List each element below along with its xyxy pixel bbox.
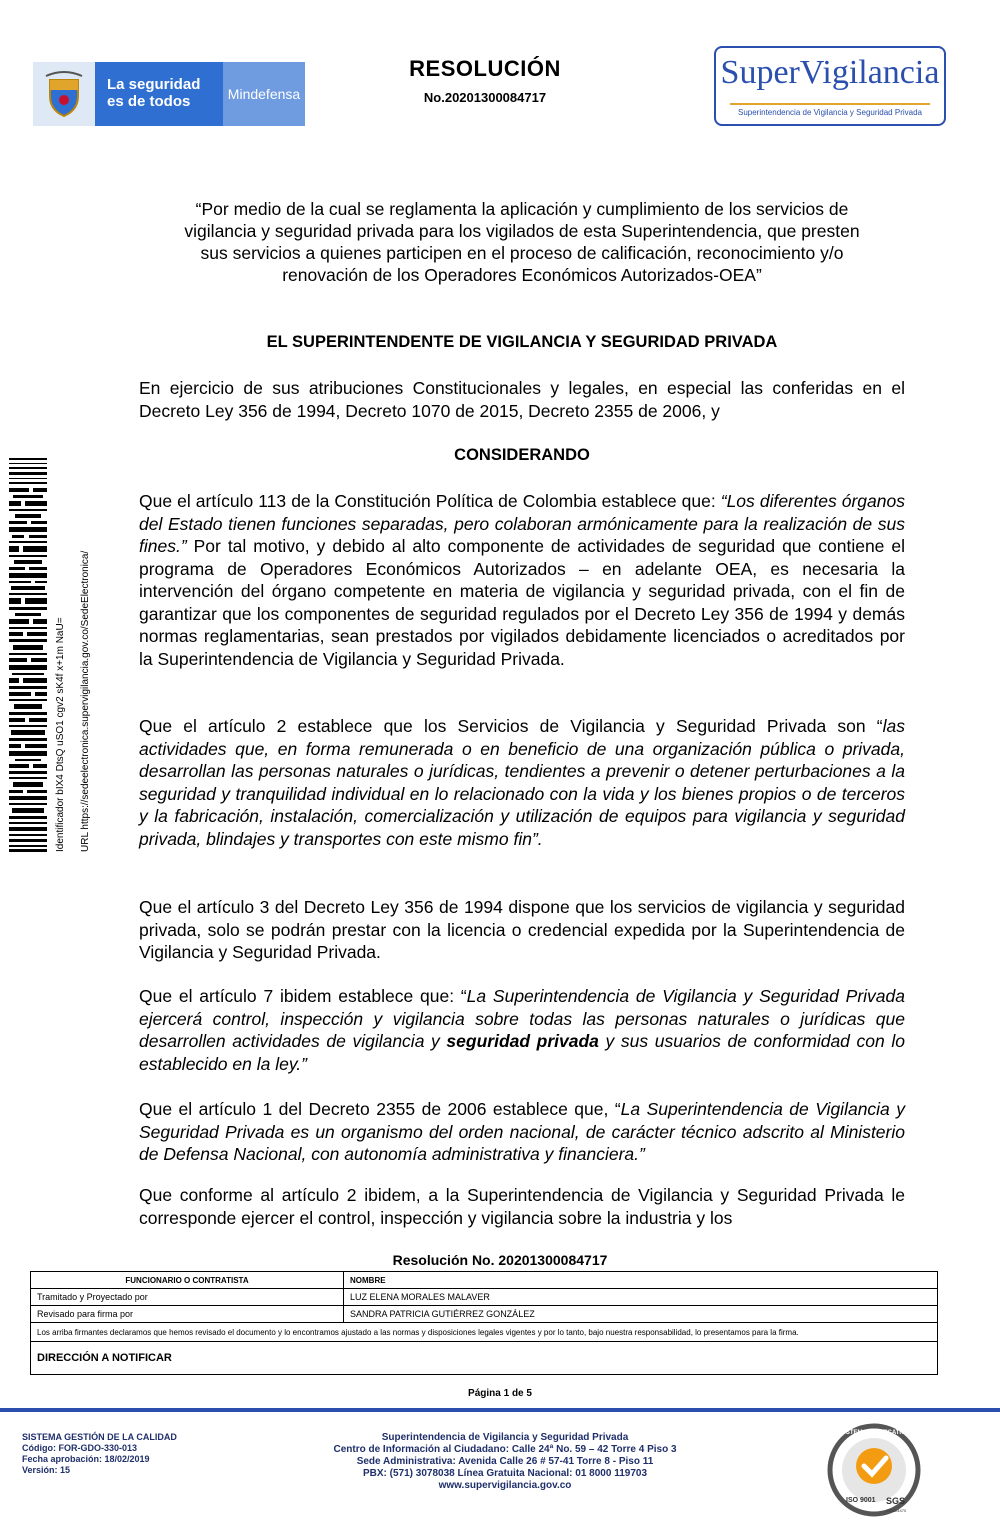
contact-info: Superintendencia de Vigilancia y Seguridad Privada Centro de Información al Ciudadano: Calle 24ª No. 59 – 42 Torre 4 Piso 3 Sede Administrativa: Avenida Calle 26 # 57-41 Torre 8 - Piso 11 PBX: (571) 3078038 Línea Gratuita Nacional: 01 8000 119703 www.supervigilancia.gov.co [290,1432,720,1492]
notify-address: DIRECCIÓN A NOTIFICAR [31,1342,938,1375]
iso-standard-text: ISO 9001 [846,1497,876,1504]
subject-line-3: sus servicios a quienes participen en el proceso de calificación, reconocimiento y/o [200,243,844,263]
col-role-header: FUNCIONARIO O CONTRATISTA [31,1272,344,1289]
page-number: Página 1 de 5 [468,1388,532,1399]
row1-role: Tramitado y Proyectado por [31,1289,344,1306]
powers-paragraph: En ejercicio de sus atribuciones Constitucionales y legales, en especial las conferidas en el Decreto Ley 356 de 1994, Decreto 1070 de 2015, Decreto 2355 de 2006, y [139,378,905,421]
considering-heading: CONSIDERANDO [454,446,590,464]
document-identifier: Identificador bIX4 DtsQ uSO1 cgv2 sK4f x+1m NaU= [55,617,66,852]
iso-code-text: CO11/4470 [886,1508,907,1513]
logo-underline [730,103,930,105]
logo-subtitle: Superintendencia de Vigilancia y Seguridad Privada [738,108,922,117]
paragraph-article-3: Que el artículo 3 del Decreto Ley 356 de 1994 dispone que los servicios de vigilancia y seguridad privada, solo se podrán prestar con la licencia o credencial expedida por la Superintendencia de Vigilancia y Seguridad Privada. [139,897,905,962]
gov-slogan-line2: es de todos [107,93,191,110]
barcode-image [9,458,47,852]
footer-resolution-number: Resolución No. 20201300084717 [392,1252,608,1268]
logo-name: SuperVigilancia [720,54,940,91]
row2-name: SANDRA PATRICIA GUTIÉRREZ GONZÁLEZ [344,1306,938,1323]
subject-line-1: “Por medio de la cual se reglamenta la aplicación y cumplimiento de los servicios de [195,199,849,219]
quality-system-info: SISTEMA GESTIÓN DE LA CALIDAD Código: FOR-GDO-330-013 Fecha aprobación: 18/02/2019 Versión: 15 [22,1432,177,1475]
supervigilancia-logo [714,46,946,126]
paragraph-article-113: Que el artículo 113 de la Constitución Política de Colombia establece que: “Los diferentes órganos del Estado tienen funciones separadas, pero colaboran armónicamente para la realización de sus fines.” Por tal motivo, y debido al alto componente de actividades de seguridad que contiene el programa de Operadores Económicos Autorizados – en adelante OEA, es necesaria la intervención del órgano competente en materia de vigilancia y seguridad privada, con el fin de garantizar que los componentes de seguridad regulados por el Decreto Ley 356 de 1994 y demás normas reglamentarias, sean prestados por vigilados debidamente licenciados o acreditados por la Superintendencia de Vigilancia y Seguridad Privada. [139,491,905,669]
row1-name: LUZ ELENA MORALES MALAVER [344,1289,938,1306]
iso-certification-seal-icon [826,1422,922,1518]
resolution-number: No.20201300084717 [423,90,547,105]
subject-line-4: renovación de los Operadores Económicos Autorizados-OEA” [282,265,762,285]
declaration-text: Los arriba firmantes declaramos que hemos revisado el documento y lo encontramos ajustado a las normas y disposiciones legales vigentes y por lo tanto, bajo nuestra responsabilidad, lo presentamos para la firma. [31,1323,938,1342]
government-logo [33,62,305,126]
iso-ring-text: SYSTEM CERTIFICATION [837,1430,911,1436]
footer-divider [0,1408,1000,1412]
subject-line-2: vigilancia y seguridad privada para los vigilados de esta Superintendencia, que presten [184,221,860,241]
paragraph-article-2: Que el artículo 2 establece que los Servicios de Vigilancia y Seguridad Privada son “las actividades que, en forma remunerada o en beneficio de una organización pública o privada, desarrollan las personas naturales o jurídicas, tendientes a prevenir o detener perturbaciones a la seguridad y tranquilidad individual en lo relacionado con la vida y los bienes propios o de terceros y la fabricación, instalación, comercialización y utilización de equipos para vigilancia y seguridad privada, blindajes y transportes con este mismo fin”. [139,716,905,849]
quote-article-2: las actividades que, en forma remunerada o en beneficio de una organización pública o privada, desarrollan las personas naturales o jurídicas, tendientes a prevenir o detener perturbaciones a la seguridad y tranquilidad individual en lo relacionado con la vida y los bienes propios o de terceros y la fabricación, instalación, comercialización y utilización de equipos para vigilancia y seguridad privada, blindajes y transportes con este mismo fin”. [139,716,905,849]
signature-table [30,1271,938,1375]
paragraph-decreto-2355: Que el artículo 1 del Decreto 2355 de 2006 establece que, “La Superintendencia de Vigilancia y Seguridad Privada es un organismo del orden nacional, de carácter técnico adscrito al Ministerio de Defensa Nacional, con autonomía administrativa y financiera.” [139,1099,906,1164]
paragraph-article-7: Que el artículo 7 ibidem establece que: “La Superintendencia de Vigilancia y Seguridad Privada ejercerá control, inspección y vigilancia sobre todas las personas naturales o jurídicas que desarrollen actividades de vigilancia y seguridad privada y sus usuarios de conformidad con lo establecido en la ley.” [139,986,905,1074]
website-link[interactable]: www.supervigilancia.gov.co [438,1480,572,1491]
document-title: RESOLUCIÓN [409,56,561,81]
iso-brand-text: SGS [886,1496,906,1506]
authority-heading: EL SUPERINTENDENTE DE VIGILANCIA Y SEGURIDAD PRIVADA [266,333,778,351]
col-name-header: NOMBRE [344,1272,938,1289]
row2-role: Revisado para firma por [31,1306,344,1323]
ministry-label: Mindefensa [223,62,305,126]
quote-constitution: “Los diferentes órganos del Estado tienen funciones separadas, pero colaboran armónicamente para la realización de sus fines.” [139,491,905,556]
gov-slogan-line1: La seguridad [107,76,201,93]
paragraph-article-2-ibidem: Que conforme al artículo 2 ibidem, a la Superintendencia de Vigilancia y Seguridad Privada le corresponde ejercer el control, inspección y vigilancia sobre la industria y los [139,1185,905,1228]
coat-of-arms-icon [33,62,95,126]
verification-url[interactable]: URL https://sedeelectronica.supervigilancia.gov.co/SedeElectronica/ [80,550,91,852]
